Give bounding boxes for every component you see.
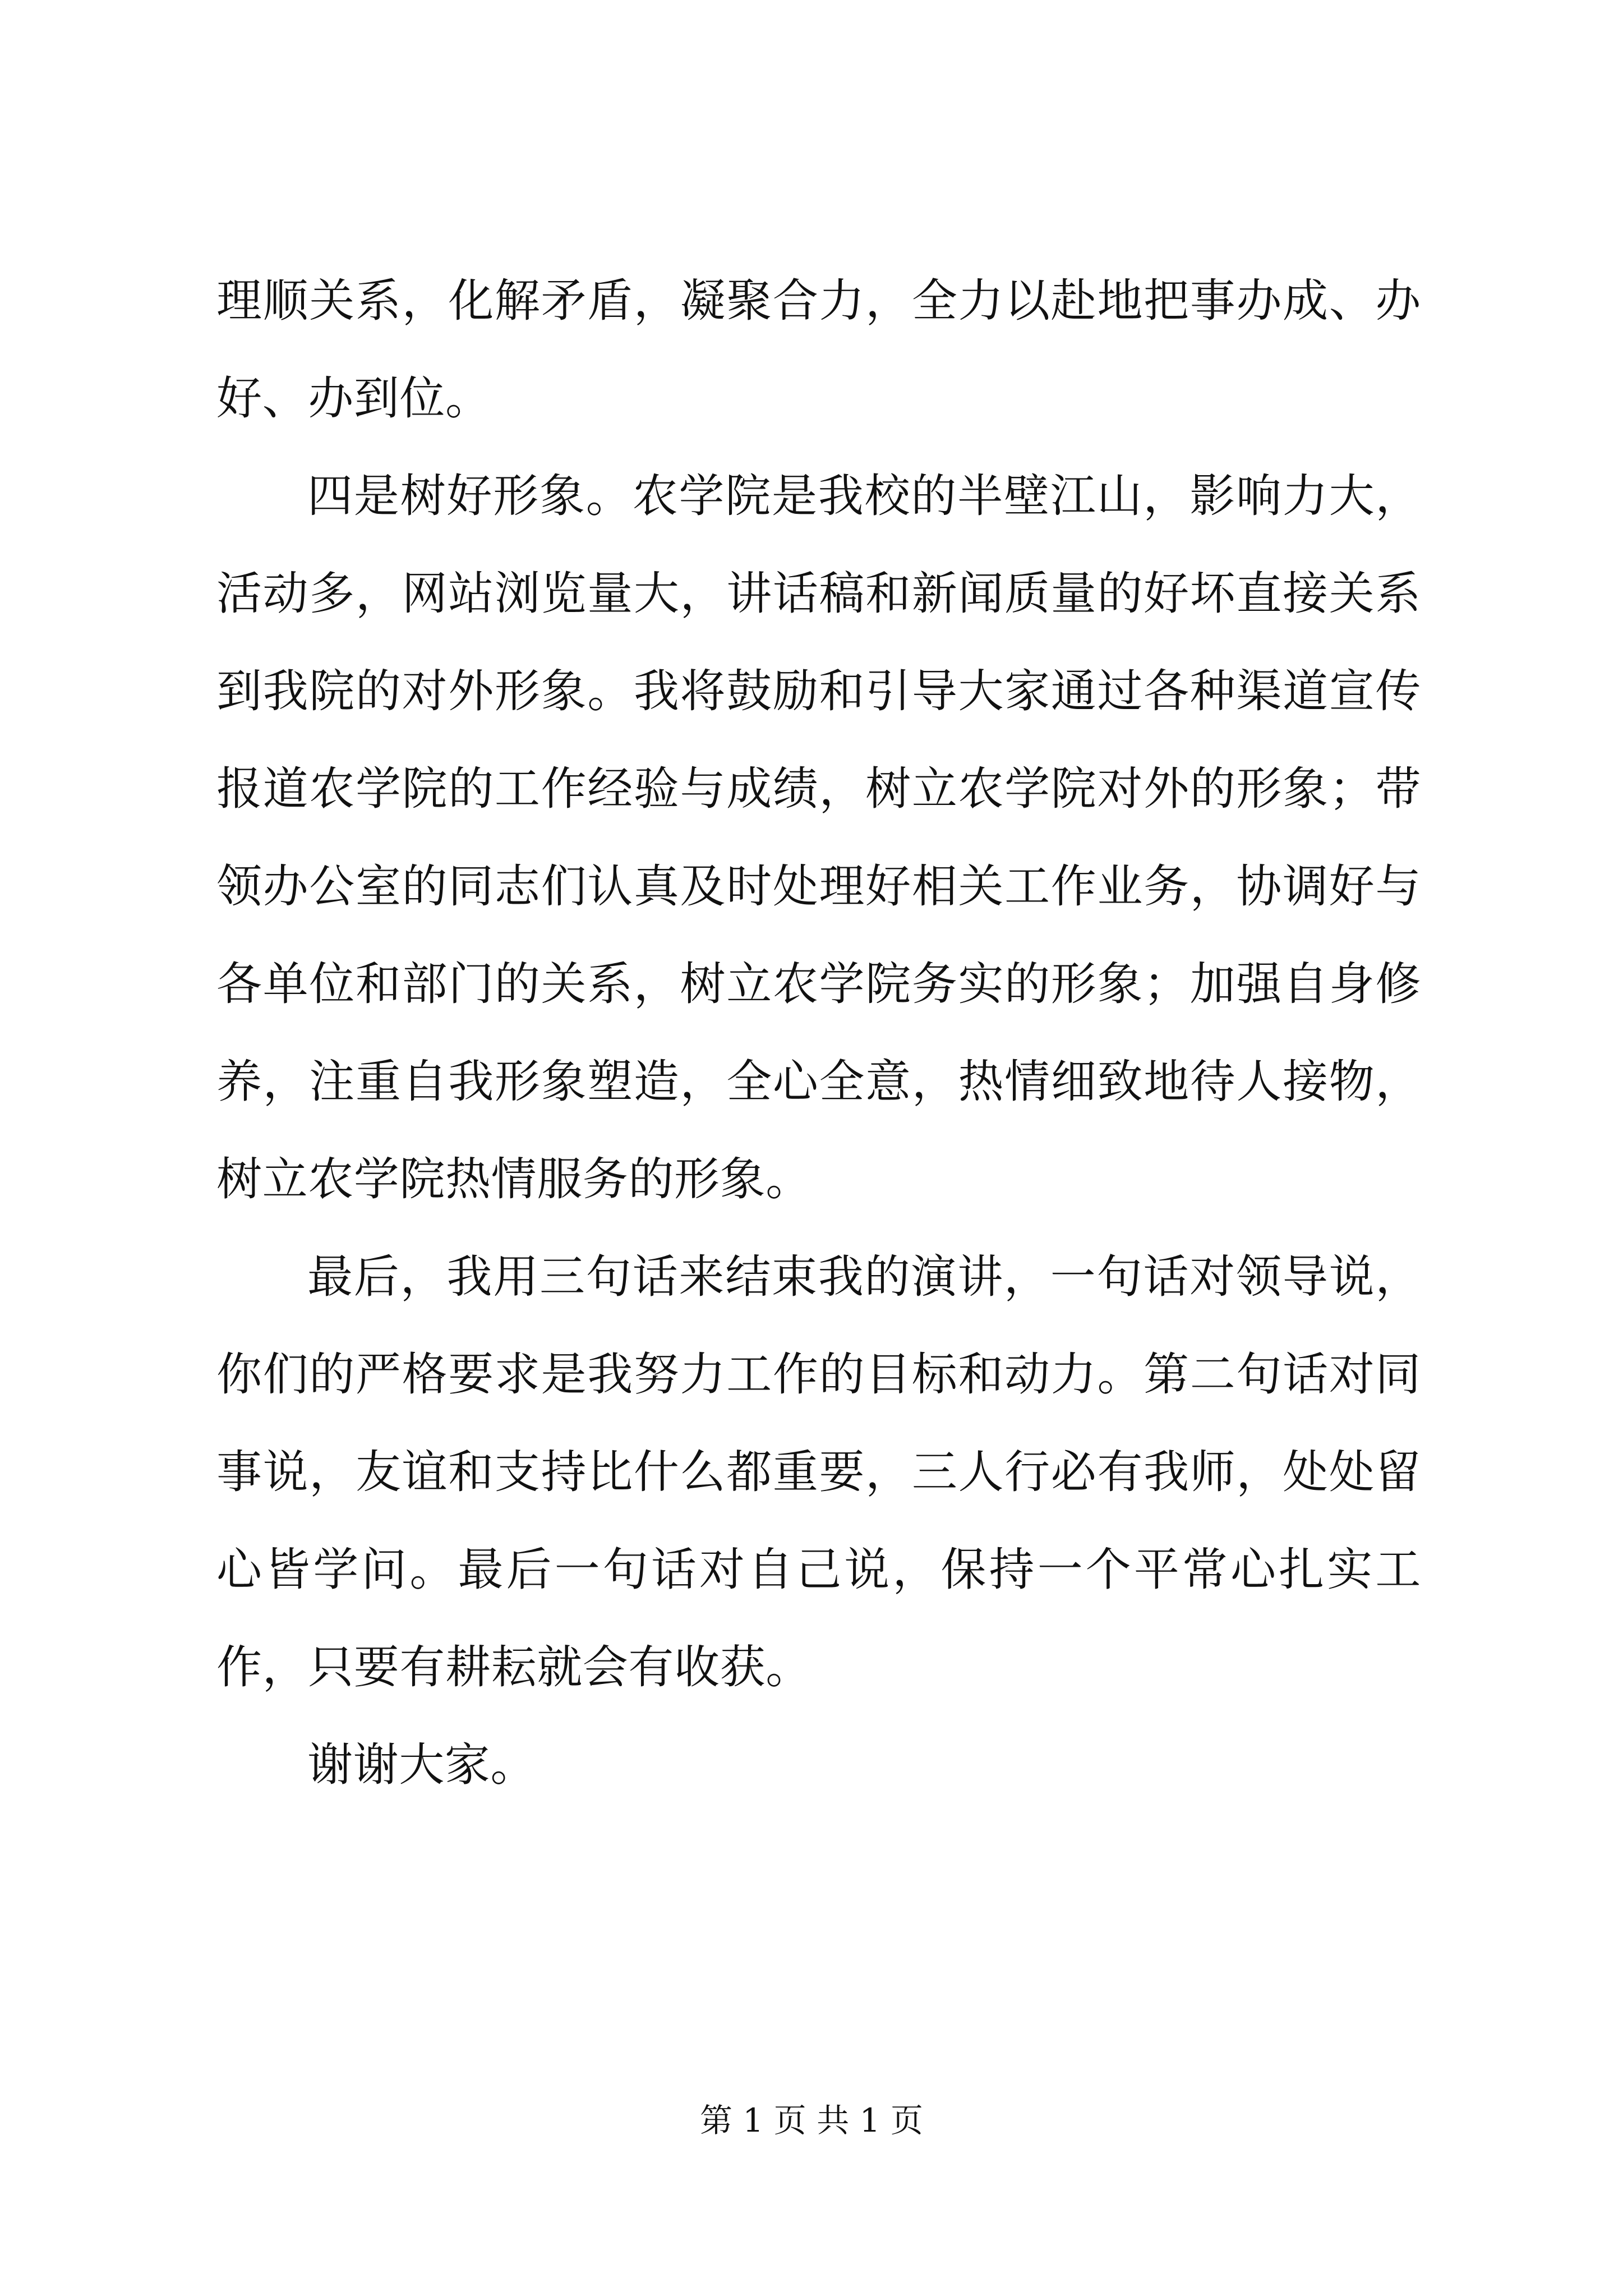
paragraph-thanks: 谢谢大家。: [307, 1739, 537, 1792]
paragraph-continuation: 理顺关系，化解矛盾，凝聚合力，全力以赴地把事办成、办好、办到位。: [216, 275, 1421, 425]
document-body: [216, 252, 1421, 1814]
paragraph-image: 四是树好形象。农学院是我校的半壁江山，影响力大，活动多，网站浏览量大，讲话稿和新闻质量的好坏直接关系到我院的对外形象。我将鼓励和引导大家通过各种渠道宣传报道农学院的工作经验与成绩，树立农学院对外的形象；带领办公室的同志们认真及时处理好相关工作业务，协调好与各单位和部门的关系，树立农学院务实的形象；加强自身修养，注重自我形象塑造，全心全意，热情细致地待人接物，树立农学院热情服务的形象。: [216, 470, 1421, 1206]
page-footer: 第 1 页 共 1 页: [700, 2101, 923, 2139]
paragraph-closing: 最后，我用三句话来结束我的演讲，一句话对领导说，你们的严格要求是我努力工作的目标和动力。第二句话对同事说，友谊和支持比什么都重要，三人行必有我师，处处留心皆学问。最后一句话对自己说，保持一个平常心扎实工作，只要有耕耘就会有收获。: [216, 1251, 1421, 1694]
